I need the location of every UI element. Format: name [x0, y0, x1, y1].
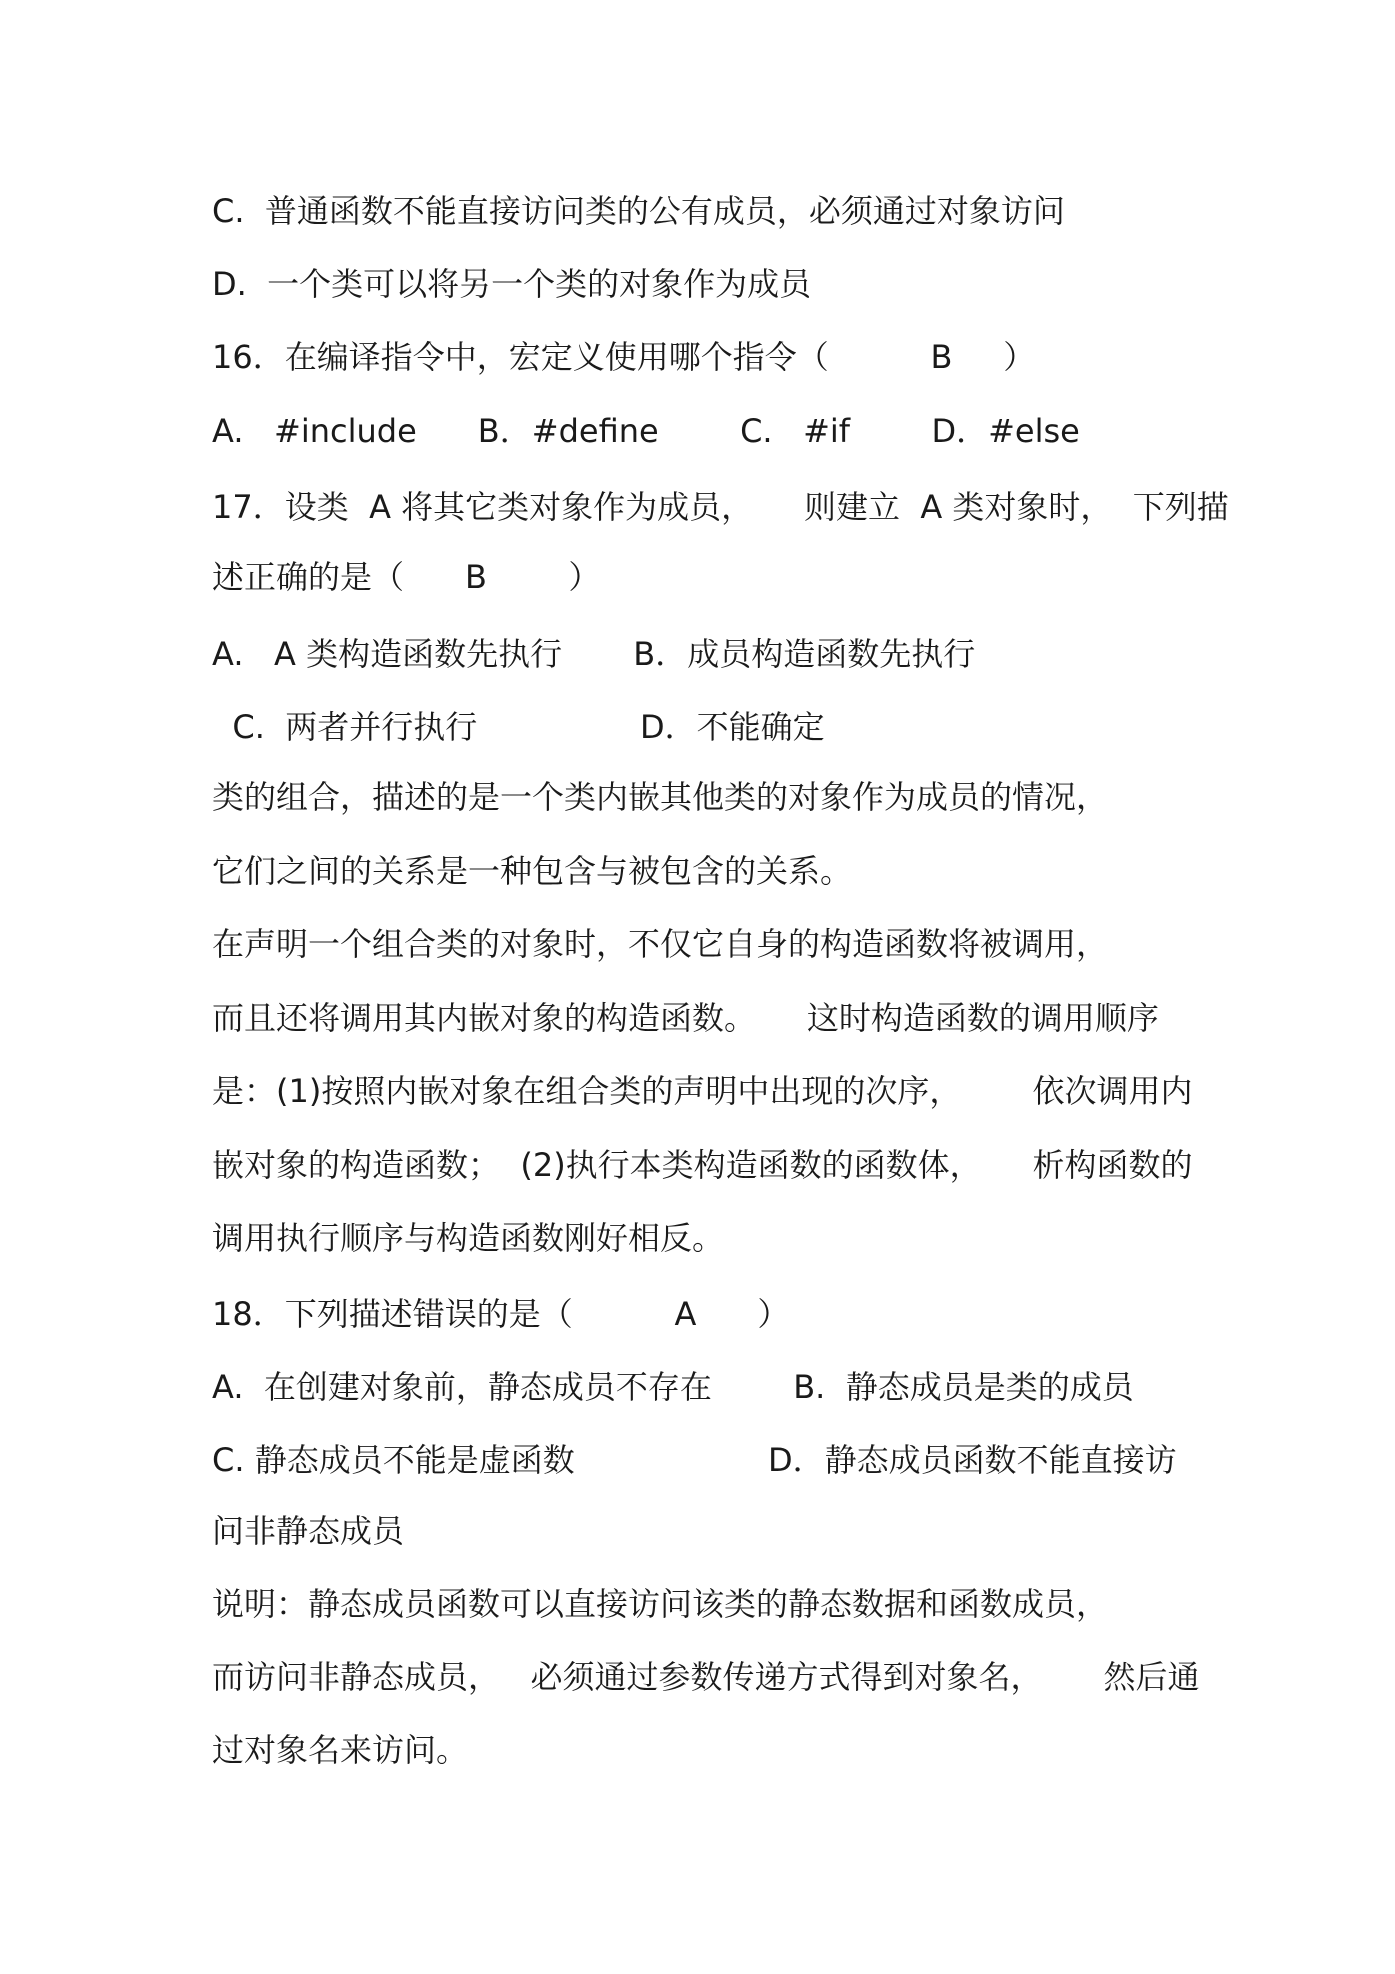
explanation-line: 调用执行顺序与构造函数刚好相反。 — [212, 1219, 725, 1257]
question-18: 18．下列描述错误的是（ A ） — [212, 1295, 790, 1333]
explanation-line: 嵌对象的构造函数； (2)执行本类构造函数的函数体， 析构函数的 — [212, 1146, 1193, 1184]
options-q16: A. #include B．#define C. #if D．#else — [212, 412, 1080, 450]
explanation-line: 而且还将调用其内嵌对象的构造函数。 这时构造函数的调用顺序 — [212, 999, 1159, 1037]
explanation-line: 在声明一个组合类的对象时，不仅它自身的构造函数将被调用， — [212, 925, 1109, 963]
explanation-line: 它们之间的关系是一种包含与被包含的关系。 — [212, 852, 853, 890]
note-line: 过对象名来访问。 — [212, 1731, 469, 1769]
option-c-q15: C. 普通函数不能直接访问类的公有成员，必须通过对象访问 — [212, 192, 1065, 230]
note-line: 说明：静态成员函数可以直接访问该类的静态数据和函数成员， — [212, 1585, 1109, 1623]
question-17-line1: 17．设类 A 将其它类对象作为成员， 则建立 A 类对象时， 下列描 — [212, 488, 1229, 526]
question-16: 16．在编译指令中，宏定义使用哪个指令（ B ） — [212, 338, 1036, 376]
options-q17-cd: C. 两者并行执行 D．不能确定 — [212, 708, 825, 746]
options-q18-cd-cont: 问非静态成员 — [212, 1512, 405, 1550]
option-d-q15: D. 一个类可以将另一个类的对象作为成员 — [212, 265, 812, 303]
explanation-line: 类的组合，描述的是一个类内嵌其他类的对象作为成员的情况， — [212, 778, 1109, 816]
note-line: 而访问非静态成员， 必须通过参数传递方式得到对象名， 然后通 — [212, 1658, 1200, 1696]
options-q17-ab: A. A 类构造函数先执行 B．成员构造函数先执行 — [212, 635, 976, 673]
options-q18-ab: A. 在创建对象前，静态成员不存在 B. 静态成员是类的成员 — [212, 1368, 1134, 1406]
options-q18-cd: C. 静态成员不能是虚函数 D．静态成员函数不能直接访 — [212, 1441, 1177, 1479]
explanation-line: 是：(1)按照内嵌对象在组合类的声明中出现的次序， 依次调用内 — [212, 1072, 1193, 1110]
question-17-line2: 述正确的是（ B ） — [212, 558, 601, 596]
